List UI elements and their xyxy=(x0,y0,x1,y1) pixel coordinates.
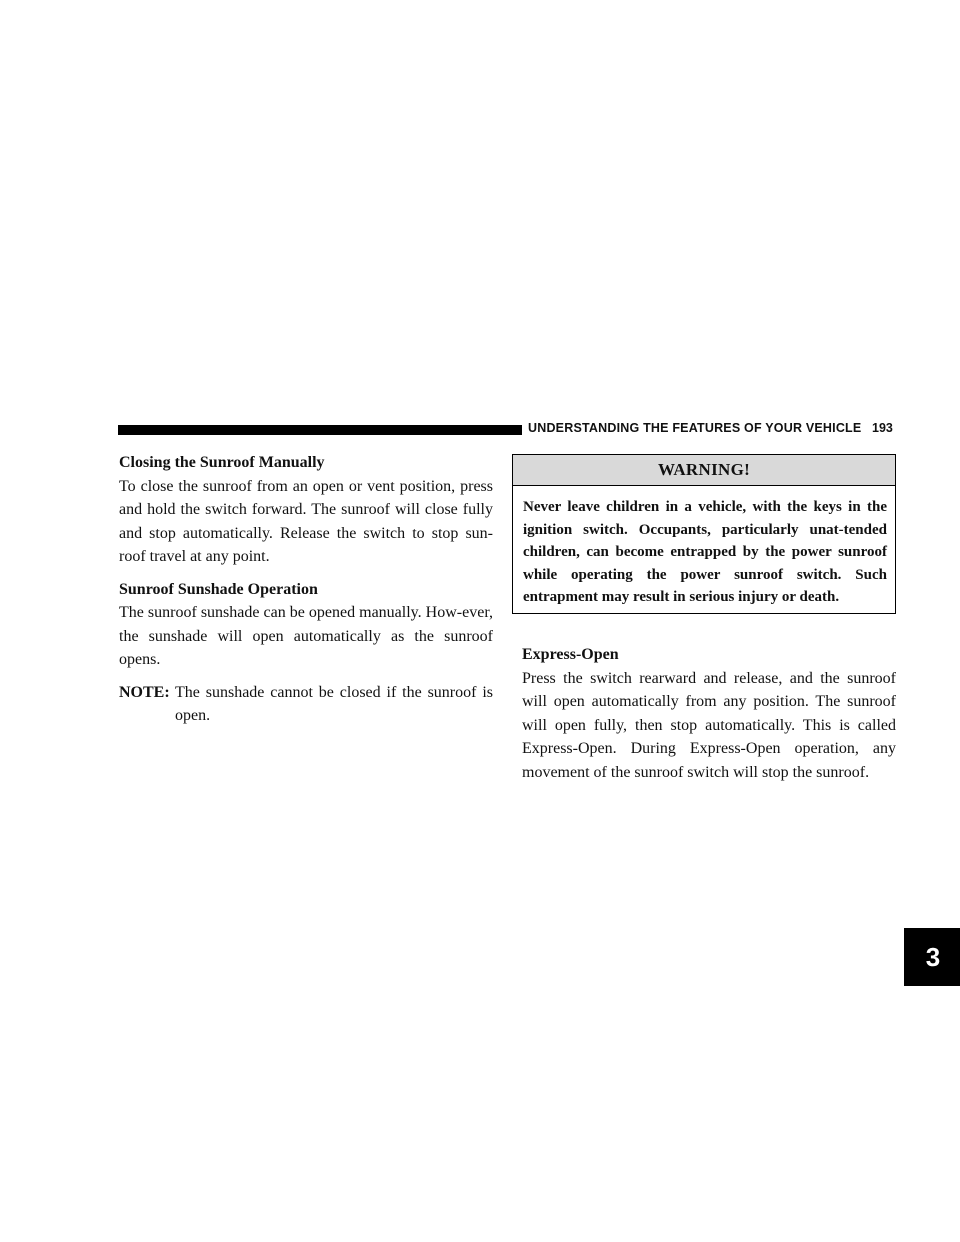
section-title: UNDERSTANDING THE FEATURES OF YOUR VEHICLE xyxy=(528,421,862,435)
warning-text: Never leave children in a vehicle, with the keys in the ignition switch. Occupants, particularly unat-tended children, can become entrapped by the power sunroof while operating the power sunroof switch. Such entrapment may result in serious injury or death. xyxy=(523,499,887,605)
page-number: 193 xyxy=(872,421,893,435)
express-open-paragraph: Press the switch rearward and release, and the sunroof will open automatically from any position. The sunroof will open fully, then stop automatically. This is called Express-Open. During Express-Open operation, any movement of the sunroof switch will stop the sunroof. xyxy=(522,669,896,781)
closing-heading: Closing the Sunroof Manually xyxy=(119,454,325,471)
note xyxy=(119,681,493,728)
note-text: The sunshade cannot be closed if the sunroof is open. xyxy=(175,683,493,724)
left-column xyxy=(119,451,493,728)
right-column xyxy=(522,643,896,784)
chapter-tab: 3 xyxy=(904,928,960,986)
sunshade-heading: Sunroof Sunshade Operation xyxy=(119,580,318,598)
warning-box xyxy=(512,454,896,614)
closing-paragraph: To close the sunroof from an open or vent position, press and hold the switch forward. The sunroof will close fully and stop automatically. Release the switch to stop sun-roof travel at any point. xyxy=(119,477,493,565)
note-label: NOTE: xyxy=(119,683,170,701)
express-open-heading: Express-Open xyxy=(522,646,619,663)
sunshade-paragraph: The sunroof sunshade can be opened manually. How-ever, the sunshade will open automatically as the sunroof opens. xyxy=(119,604,493,668)
header-rule xyxy=(118,425,522,435)
warning-title: WARNING! xyxy=(513,455,895,486)
